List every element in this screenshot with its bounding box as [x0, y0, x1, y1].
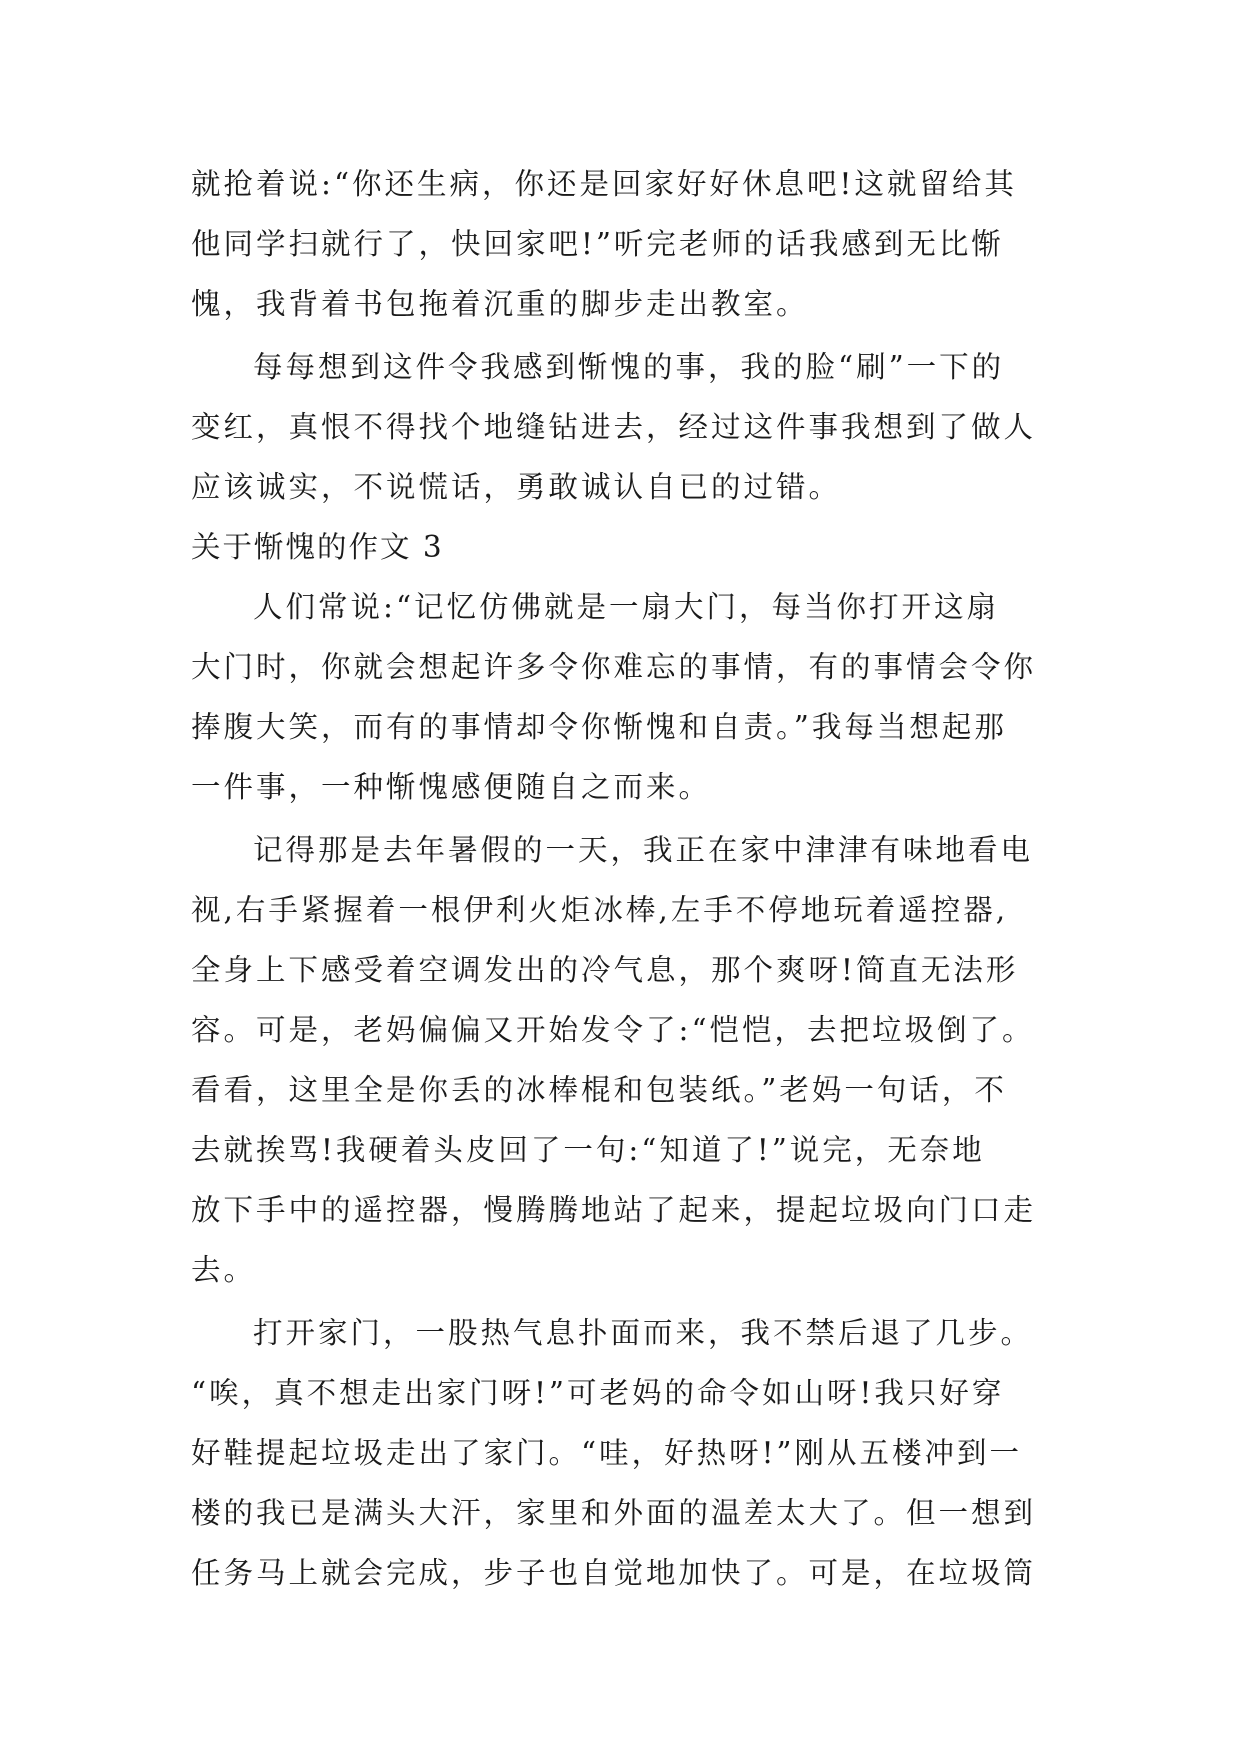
text-line: 视,右手紧握着一根伊利火炬冰棒,左手不停地玩着遥控器,: [191, 893, 1009, 927]
document-page: [191, 154, 1071, 1603]
text-line: 变红，真恨不得找个地缝钻进去，经过这件事我想到了做人: [191, 410, 1037, 444]
text-line: 楼的我已是满头大汗，家里和外面的温差太大了。但一想到: [191, 1496, 1037, 1530]
text-line: “唉，真不想走出家门呀!”可老妈的命令如山呀!我只好穿: [191, 1376, 1005, 1410]
paragraph-1: [191, 154, 1071, 334]
paragraph-4: [191, 820, 1071, 1300]
text-line: 他同学扫就行了，快回家吧!”听完老师的话我感到无比惭: [191, 227, 1004, 261]
text-line: 任务马上就会完成，步子也自觉地加快了。可是，在垃圾筒: [191, 1556, 1037, 1590]
paragraph-5: [191, 1303, 1071, 1603]
text-line: 看看，这里全是你丢的冰棒棍和包装纸。”老妈一句话，不: [191, 1073, 1007, 1107]
paragraph-3: [191, 577, 1071, 817]
text-line: 去就挨骂!我硬着头皮回了一句:“知道了!”说完，无奈地: [191, 1133, 985, 1167]
text-line: 容。可是，老妈偏偏又开始发令了:“恺恺，去把垃圾倒了。: [191, 1013, 1035, 1047]
text-line: 应该诚实，不说慌话，勇敢诚认自已的过错。: [191, 470, 842, 504]
text-line: 全身上下感受着空调发出的冷气息，那个爽呀!简直无法形: [191, 953, 1019, 987]
text-line: 就抢着说:“你还生病，你还是回家好好休息吧!这就留给其: [191, 167, 1017, 201]
text-line: 好鞋提起垃圾走出了家门。“哇，好热呀!”刚从五楼冲到一: [191, 1436, 1023, 1470]
text-line: 去。: [191, 1253, 257, 1287]
text-line: 愧，我背着书包拖着沉重的脚步走出教室。: [191, 287, 809, 321]
text-line: 每每想到这件令我感到惭愧的事，我的脸“刷”一下的: [253, 350, 1005, 384]
text-line: 一件事，一种惭愧感便随自之而来。: [191, 770, 712, 804]
text-line: 记得那是去年暑假的一天，我正在家中津津有味地看电: [253, 833, 1034, 867]
paragraph-2: [191, 337, 1071, 517]
text-line: 放下手中的遥控器，慢腾腾地站了起来，提起垃圾向门口走: [191, 1193, 1037, 1227]
text-line: 打开家门，一股热气息扑面而来，我不禁后退了几步。: [253, 1316, 1034, 1350]
text-line: 捧腹大笑，而有的事情却令你惭愧和自责。”我每当想起那: [191, 710, 1007, 744]
text-line: 大门时，你就会想起许多令你难忘的事情，有的事情会令你: [191, 650, 1037, 684]
section-heading: 关于惭愧的作文 3: [191, 530, 444, 564]
text-line: 人们常说:“记忆仿佛就是一扇大门，每当你打开这扇: [253, 590, 1000, 624]
